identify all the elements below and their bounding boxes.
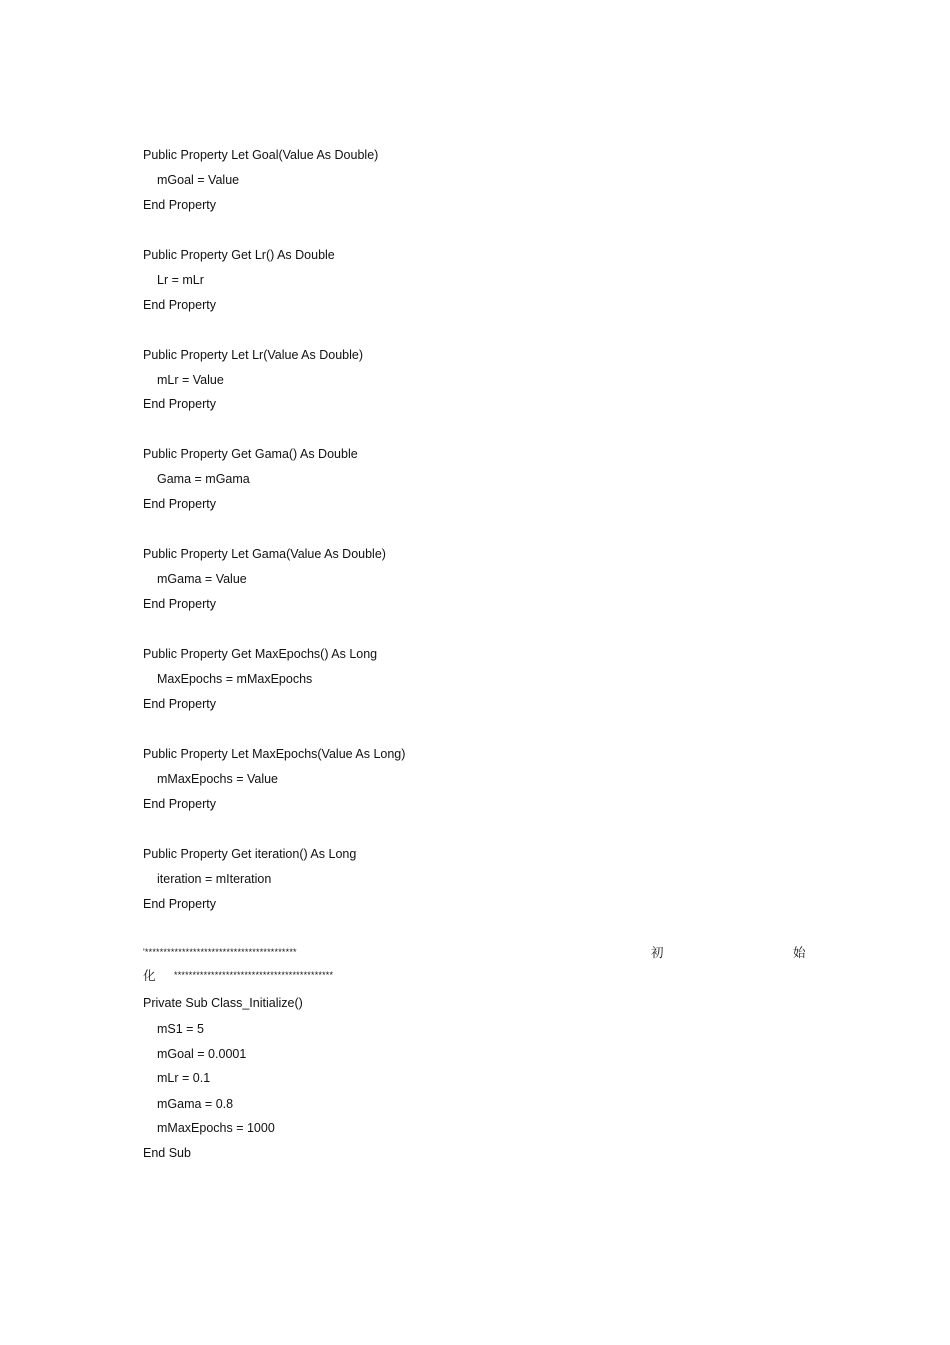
code-line: Public Property Get iteration() As Long [143, 847, 357, 861]
comment-stars-right: ******************************************* [174, 970, 334, 980]
comment-char: 始 [793, 945, 806, 960]
code-line: mGoal = 0.0001 [157, 1047, 247, 1061]
code-line: End Property [143, 298, 216, 312]
code-line: Lr = mLr [157, 273, 204, 287]
comment-char: 初 [651, 945, 664, 960]
code-line: mLr = Value [157, 373, 224, 387]
code-line: mGama = 0.8 [157, 1097, 234, 1111]
code-line: mLr = 0.1 [157, 1071, 211, 1085]
code-line: End Property [143, 198, 216, 212]
code-line: mMaxEpochs = 1000 [157, 1121, 275, 1135]
comment-stars-left: '***************************************** [143, 947, 297, 957]
code-line: Public Property Let Goal(Value As Double) [143, 148, 379, 162]
code-line: mGama = Value [157, 572, 247, 586]
code-line: End Property [143, 897, 216, 911]
code-line: End Property [143, 597, 216, 611]
code-line: End Sub [143, 1146, 191, 1160]
code-line: Public Property Let Lr(Value As Double) [143, 348, 364, 362]
code-line: End Property [143, 497, 216, 511]
code-line: End Property [143, 397, 216, 411]
code-line: Gama = mGama [157, 472, 250, 486]
code-line: Public Property Let MaxEpochs(Value As Long) [143, 747, 406, 761]
code-line: mS1 = 5 [157, 1022, 204, 1036]
code-line: Private Sub Class_Initialize() [143, 996, 303, 1010]
code-line: Public Property Get MaxEpochs() As Long [143, 647, 378, 661]
code-line: mGoal = Value [157, 173, 240, 187]
code-line: End Property [143, 797, 216, 811]
code-line: MaxEpochs = mMaxEpochs [157, 672, 313, 686]
code-line: End Property [143, 697, 216, 711]
code-line: Public Property Get Gama() As Double [143, 447, 358, 461]
code-line: Public Property Get Lr() As Double [143, 248, 335, 262]
comment-char: 化 [143, 968, 156, 983]
code-line: Public Property Let Gama(Value As Double) [143, 547, 386, 561]
code-line: iteration = mIteration [157, 872, 272, 886]
code-line: mMaxEpochs = Value [157, 772, 279, 786]
